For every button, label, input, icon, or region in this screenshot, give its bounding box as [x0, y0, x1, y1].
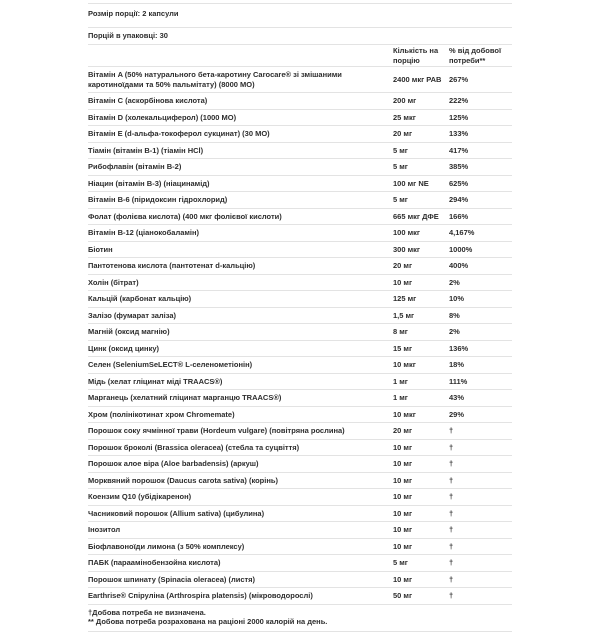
- nutrient-amount: 300 мкг: [393, 244, 421, 254]
- header-percent-daily-value: % від добової потреби**: [449, 46, 502, 65]
- nutrient-amount: 5 мг: [393, 558, 408, 567]
- nutrient-amount: 200 мг: [393, 96, 417, 105]
- table-row: [88, 142, 512, 159]
- nutrient-amount: 10 мг: [393, 525, 413, 534]
- nutrient-daily-value: 267%: [449, 74, 469, 84]
- table-row: [88, 521, 512, 538]
- nutrient-daily-value: †: [449, 541, 454, 551]
- nutrient-amount: 10 мг: [393, 459, 413, 468]
- table-row: [88, 455, 512, 472]
- nutrient-name: Порошок броколі (Brassica oleracea) (стебла та суцвіття): [88, 442, 300, 452]
- nutrient-amount: 1 мг: [393, 376, 408, 386]
- table-row: [88, 208, 512, 225]
- nutrient-amount: 10 мг: [393, 277, 413, 287]
- nutrient-daily-value: 125%: [449, 112, 469, 122]
- nutrient-daily-value: †: [449, 591, 454, 600]
- nutrient-daily-value: 222%: [449, 96, 469, 105]
- nutrient-amount: 100 мг NE: [393, 178, 429, 188]
- footnote-dagger: †Добова потреба не визначена.: [88, 607, 206, 617]
- nutrient-amount: 20 мг: [393, 129, 413, 138]
- nutrient-daily-value: †: [449, 525, 454, 534]
- table-row: [88, 257, 512, 274]
- nutrient-name: Вітамін E (d-альфа-токоферол сукцинат) (30 МО): [88, 129, 270, 138]
- nutrient-amount: 10 мг: [393, 492, 413, 501]
- header-amount-per-serving: Кількість на порцію: [393, 46, 439, 65]
- nutrient-daily-value: 18%: [449, 360, 465, 369]
- nutrient-name: Порошок алое віра (Aloe barbadensis) (аркуш): [88, 459, 259, 468]
- servings-per-container: [88, 27, 512, 45]
- nutrient-daily-value: †: [449, 508, 454, 518]
- nutrient-name: Інозитол: [88, 525, 121, 534]
- table-row: [88, 389, 512, 406]
- nutrient-name: Вітамін C (аскорбінова кислота): [88, 96, 208, 105]
- nutrient-amount: 15 мг: [393, 343, 413, 353]
- table-row: [88, 274, 512, 291]
- nutrient-amount: 25 мкг: [393, 112, 416, 122]
- nutrient-name: Вітамін D (холекальциферол) (1000 МО): [88, 112, 237, 122]
- nutrient-amount: 20 мг: [393, 261, 413, 270]
- table-row: [88, 538, 512, 555]
- nutrient-daily-value: 2%: [449, 327, 460, 336]
- nutrient-name: Залізо (фумарат заліза): [88, 310, 177, 320]
- nutrient-daily-value: 10%: [449, 294, 465, 303]
- footnote-daily-value-basis: ** Добова потреба розрахована на раціоні 2000 калорій на день.: [88, 617, 328, 626]
- table-row: [88, 241, 512, 258]
- nutrient-daily-value: 417%: [449, 145, 469, 155]
- nutrient-daily-value: 136%: [449, 343, 469, 353]
- table-row: [88, 109, 512, 126]
- nutrient-name: Мідь (хелат гліцинат міді TRAACS®): [88, 376, 223, 386]
- nutrient-name: Цинк (оксид цинку): [88, 343, 159, 353]
- table-row: [88, 290, 512, 307]
- serving-size: [88, 3, 512, 27]
- nutrient-name: ПАБК (параамінобензойна кислота): [88, 558, 221, 567]
- nutrient-amount: 100 мкг: [393, 228, 421, 237]
- nutrient-amount: 10 мг: [393, 508, 413, 518]
- nutrient-amount: 10 мг: [393, 442, 413, 452]
- nutrient-daily-value: 166%: [449, 211, 469, 221]
- nutrient-amount: 10 мг: [393, 541, 413, 551]
- nutrient-daily-value: 294%: [449, 195, 469, 204]
- nutrient-name: Порошок шпинату (Spinacia oleracea) (листя): [88, 574, 256, 584]
- nutrient-name: Селен (SeleniumSeLECT® L-селенометіонін): [88, 360, 253, 369]
- nutrient-amount: 5 мг: [393, 162, 408, 171]
- table-row: [88, 488, 512, 505]
- nutrient-name: Вітамін B-6 (піридоксин гідрохлорид): [88, 195, 228, 204]
- nutrient-name: Холін (бітрат): [88, 277, 139, 287]
- table-row: [88, 323, 512, 340]
- nutrient-name: Хром (полінікотинат хром Chromemate): [88, 409, 235, 419]
- nutrient-daily-value: †: [449, 475, 454, 485]
- nutrient-daily-value: †: [449, 558, 454, 567]
- supplement-facts-panel: [88, 3, 512, 632]
- table-row: [88, 191, 512, 208]
- nutrient-amount: 10 мкг: [393, 360, 416, 369]
- table-row: [88, 125, 512, 142]
- nutrient-amount: 5 мг: [393, 195, 408, 204]
- table-row: [88, 158, 512, 175]
- nutrient-amount: 5 мг: [393, 145, 408, 155]
- nutrient-amount: 1 мг: [393, 393, 408, 402]
- nutrient-name: Магній (оксид магнію): [88, 327, 170, 336]
- nutrient-name: Порошок соку ячмінної трави (Hordeum vulgare) (повітряна рослина): [88, 426, 345, 435]
- nutrient-amount: 2400 мкг РАВ: [393, 74, 442, 84]
- footnotes: [88, 604, 512, 632]
- table-row: [88, 505, 512, 522]
- table-header-row: [88, 44, 512, 66]
- table-row: [88, 175, 512, 192]
- nutrient-daily-value: 133%: [449, 129, 469, 138]
- table-row: [88, 340, 512, 357]
- nutrient-name: Коензим Q10 (убідікаренон): [88, 492, 192, 501]
- nutrient-name: Часниковий порошок (Allium sativa) (цибулина): [88, 508, 265, 518]
- nutrient-name: Тіамін (вітамін B-1) (тіамін HCl): [88, 145, 204, 155]
- nutrient-name: Фолат (фолієва кислота) (400 мкг фолієвої кислоти): [88, 211, 282, 221]
- table-row: [88, 66, 512, 92]
- nutrient-daily-value: 8%: [449, 310, 460, 320]
- nutrient-name: Марганець (хелатний гліцинат марганцю TRAACS®): [88, 393, 282, 402]
- table-row: [88, 571, 512, 588]
- nutrient-amount: 125 мг: [393, 294, 417, 303]
- table-row: [88, 307, 512, 324]
- serving-size-label: Розмір порції: 2 капсули: [88, 9, 179, 18]
- nutrient-daily-value: †: [449, 492, 454, 501]
- nutrient-name: Морквяний порошок (Daucus carota sativa) (корінь): [88, 475, 278, 485]
- nutrient-daily-value: 625%: [449, 178, 469, 188]
- table-row: [88, 587, 512, 604]
- nutrient-daily-value: 111%: [449, 376, 468, 386]
- nutrient-name: Пантотенова кислота (пантотенат d-кальцію): [88, 261, 256, 270]
- nutrient-amount: 10 мг: [393, 574, 413, 584]
- nutrient-daily-value: 400%: [449, 261, 469, 270]
- table-row: [88, 472, 512, 489]
- nutrient-name: Вітамін A (50% натурального бета-каротину Carocare® зі змішаними каротиноїдами та 50% пальмітату) (8000 МО): [88, 70, 342, 89]
- table-row: [88, 373, 512, 390]
- nutrient-name: Ніацин (вітамін B-3) (ніацинамід): [88, 178, 210, 188]
- servings-per-container-label: Порцій в упаковці: 30: [88, 30, 168, 40]
- nutrient-daily-value: †: [449, 459, 454, 468]
- nutrient-amount: 1,5 мг: [393, 310, 415, 320]
- table-row: [88, 224, 512, 241]
- nutrient-amount: 50 мг: [393, 591, 413, 600]
- nutrient-name: Earthrise® Спіруліна (Arthrospira platensis) (мікроводорослі): [88, 591, 313, 600]
- table-row: [88, 356, 512, 373]
- nutrient-daily-value: 43%: [449, 393, 465, 402]
- nutrient-name: Рибофлавін (вітамін B-2): [88, 162, 182, 171]
- nutrient-daily-value: 1000%: [449, 244, 473, 254]
- nutrient-amount: 20 мг: [393, 426, 413, 435]
- table-row: [88, 406, 512, 423]
- nutrient-daily-value: 2%: [449, 277, 460, 287]
- nutrient-daily-value: †: [449, 574, 454, 584]
- nutrient-amount: 10 мкг: [393, 409, 416, 419]
- table-row: [88, 422, 512, 439]
- table-row: [88, 439, 512, 456]
- table-row: [88, 92, 512, 109]
- nutrient-name: Біофлавоноїди лимона (з 50% комплексу): [88, 541, 245, 551]
- nutrient-daily-value: †: [449, 442, 454, 452]
- table-row: [88, 554, 512, 571]
- nutrient-amount: 10 мг: [393, 475, 413, 485]
- nutrient-name: Біотин: [88, 244, 113, 254]
- nutrient-amount: 8 мг: [393, 327, 408, 336]
- nutrient-daily-value: 385%: [449, 162, 469, 171]
- nutrient-name: Кальцій (карбонат кальцію): [88, 294, 192, 303]
- nutrient-rows: [88, 66, 512, 604]
- nutrient-daily-value: †: [449, 426, 454, 435]
- nutrient-daily-value: 29%: [449, 409, 465, 419]
- nutrient-daily-value: 4,167%: [449, 228, 475, 237]
- nutrient-name: Вітамін B-12 (ціанокобаламін): [88, 228, 200, 237]
- nutrient-amount: 665 мкг ДФЕ: [393, 211, 439, 221]
